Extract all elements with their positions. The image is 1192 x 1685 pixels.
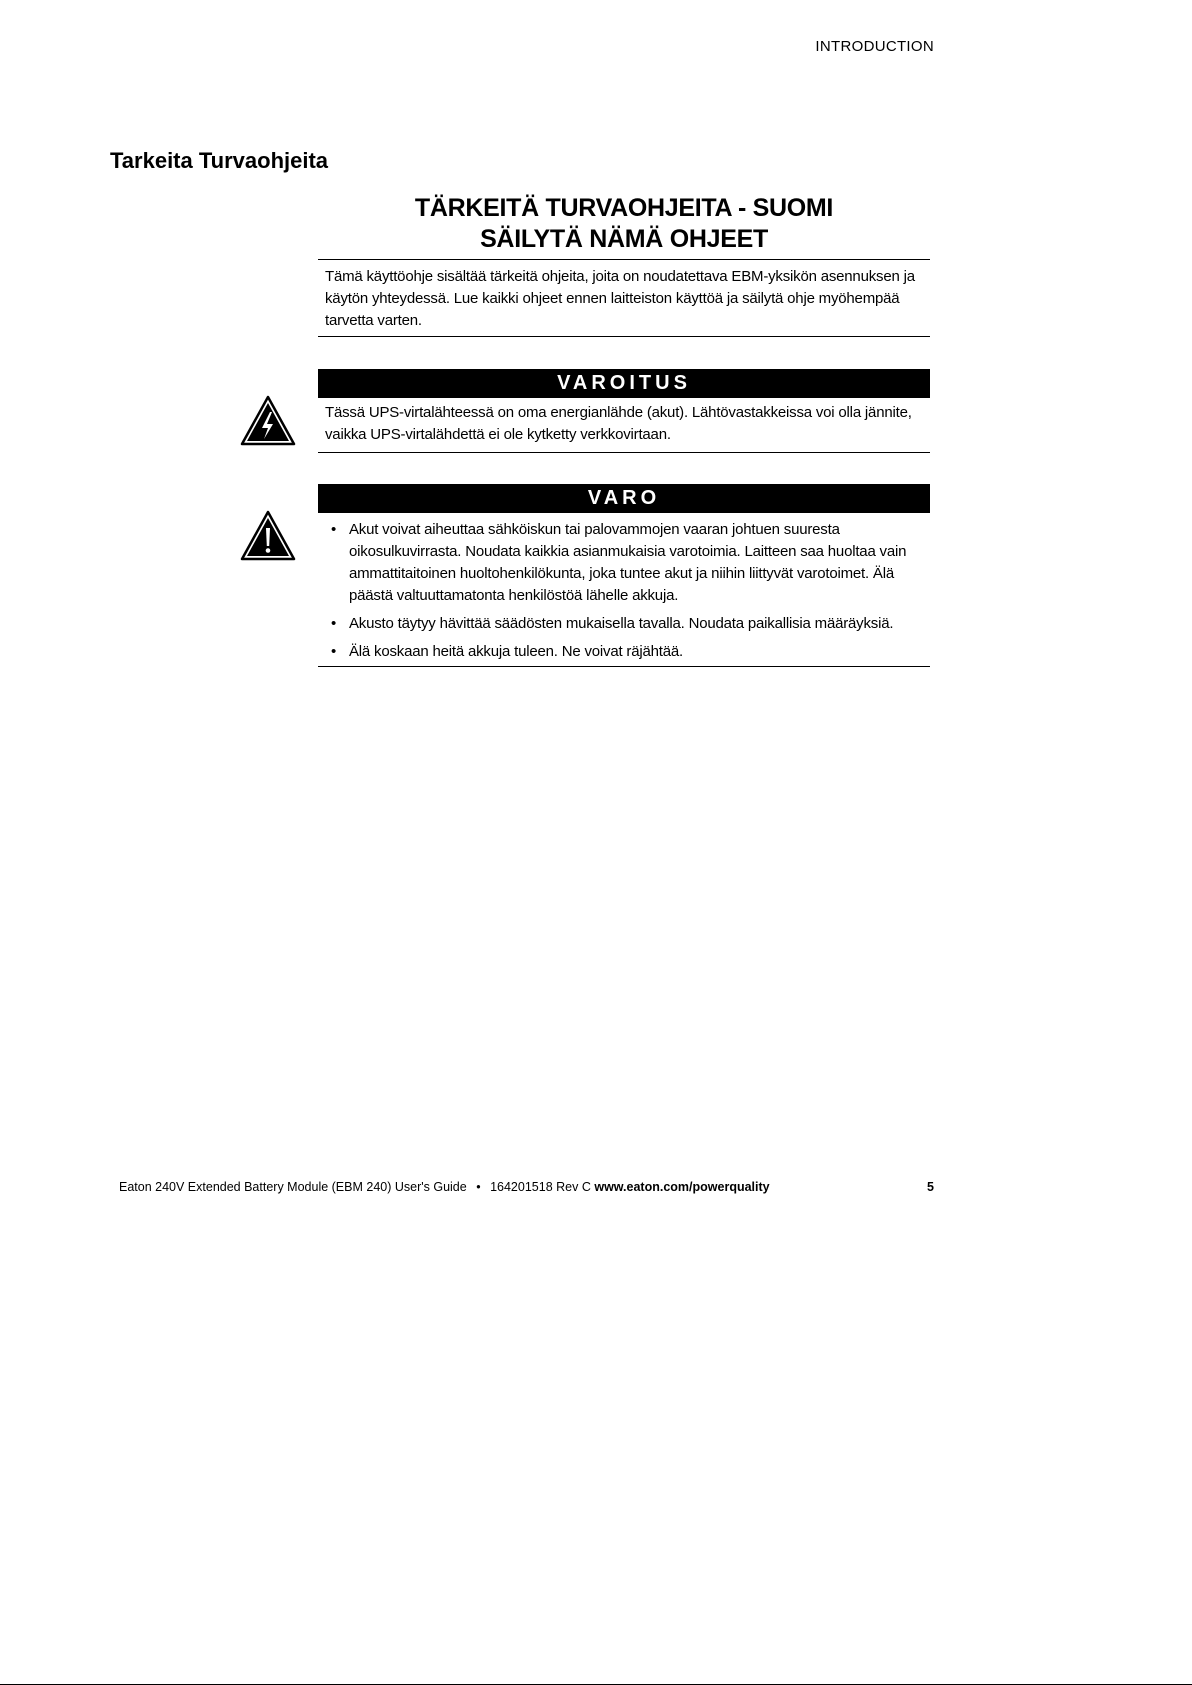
section-heading: Tarkeita Turvaohjeita bbox=[110, 148, 329, 173]
footer-guide-title: Eaton 240V Extended Battery Module (EBM 240) User's Guide bbox=[119, 1180, 467, 1194]
warning-body bbox=[318, 400, 930, 453]
warning-header: VAROITUS bbox=[318, 369, 930, 398]
warning-text: Tässä UPS-virtalähteessä on oma energianlähde (akut). Lähtövastakkeissa voi olla jännite, vaikka UPS-virtalähdettä ei ole kytketty verkkovirtaan. bbox=[325, 404, 912, 443]
intro-text: Tämä käyttöohje sisältää tärkeitä ohjeita, joita on noudatettava EBM-yksikön asennuksen ja käytön yhteydessä. Lue kaikki ohjeet ennen laitteiston käyttöä ja säilytä ohje myöhempää tarvetta varten. bbox=[325, 268, 915, 329]
page-title bbox=[318, 193, 930, 255]
title-line-1: TÄRKEITÄ TURVAOHJEITA - SUOMI bbox=[414, 194, 834, 222]
footer-doc-number: 164201518 Rev C bbox=[490, 1180, 591, 1194]
footer-separator: • bbox=[476, 1180, 481, 1194]
page-number: 5 bbox=[927, 1180, 934, 1194]
running-head: INTRODUCTION bbox=[815, 38, 934, 55]
list-item: • Akut voivat aiheuttaa sähköiskun tai palovammojen vaaran johtuen suuresta oikosulkuvirrasta. Noudata kaikkia asianmukaisia varotoimia. Laitteen saa huoltaa vain ammattitaitoinen huoltohenkilökunta, joka tuntee akut ja niihin liittyvät varotoimet. Älä päästä valtuuttamatonta henkilöstöä lähelle akkuja. bbox=[325, 519, 924, 607]
caution-header: VARO bbox=[318, 484, 930, 513]
list-item: • Akusto täytyy hävittää säädösten mukaisella tavalla. Noudata paikallisia määräyksiä. bbox=[325, 613, 924, 635]
list-item: • Älä koskaan heitä akkuja tuleen. Ne voivat räjähtää. bbox=[325, 641, 924, 663]
page-footer bbox=[119, 1180, 934, 1194]
title-line-2: SÄILYTÄ NÄMÄ OHJEET bbox=[480, 225, 768, 253]
intro-box bbox=[318, 259, 930, 337]
electrical-hazard-icon bbox=[240, 395, 296, 447]
footer-website: www.eaton.com/powerquality bbox=[594, 1180, 770, 1194]
exclamation-hazard-icon bbox=[240, 510, 296, 562]
caution-list bbox=[325, 519, 924, 663]
caution-body bbox=[318, 517, 930, 667]
